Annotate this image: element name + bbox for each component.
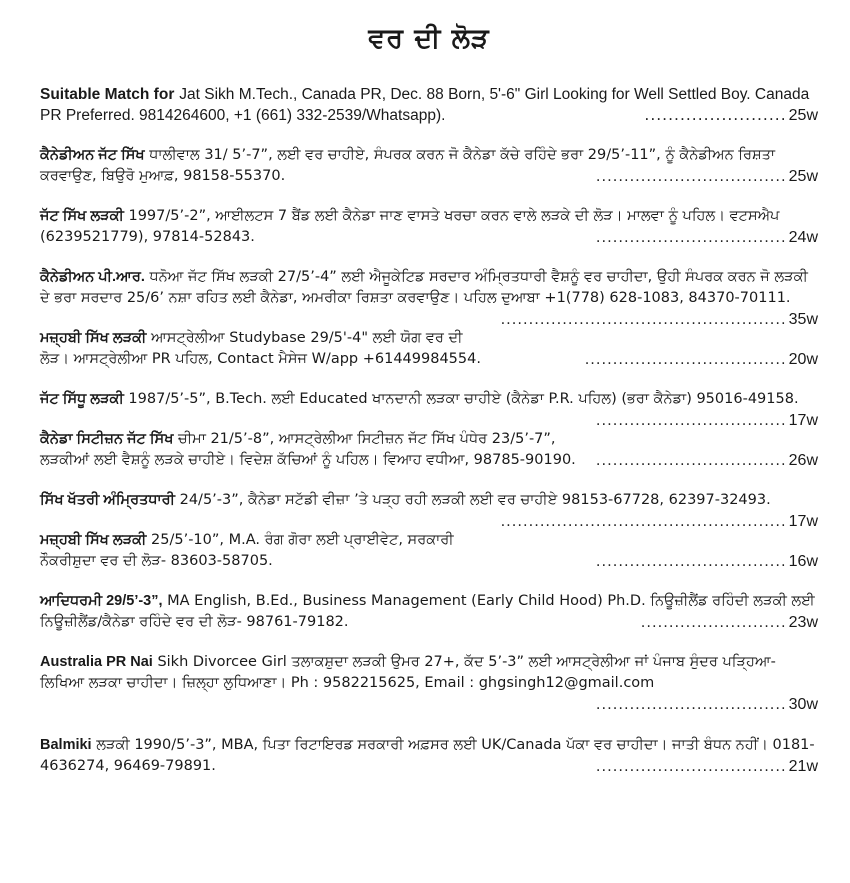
ad-body: [40, 490, 818, 530]
leader-dots: ...................................................: [500, 312, 787, 328]
ad-code: 20w: [788, 351, 818, 368]
ad-code-line: [588, 227, 818, 249]
ad-code-line: [636, 105, 818, 126]
leader-dots: ....................................: [584, 352, 787, 368]
ad-code: 21w: [788, 758, 818, 775]
page-title: ਵਰ ਦੀ ਲੋੜ: [368, 23, 490, 54]
ad-code: 23w: [788, 614, 818, 631]
ad-code: 24w: [788, 229, 818, 246]
ad-body: [40, 145, 818, 187]
ad-heading: ਜੱਟ ਸਿੱਖ ਲੜਕੀ: [40, 208, 124, 224]
ad-code-line: [588, 410, 818, 432]
ad-body: [40, 328, 818, 370]
ad-heading: Australia PR Nai: [40, 654, 153, 670]
leader-dots: ..................................: [595, 759, 787, 775]
ad-text: ਆਸਟ੍ਰੇਲੀਆ Studybase 29/5'-4" ਲਈ ਯੋਗ ਵਰ ਦੀ ਲੋੜ। ਆਸਟ੍ਰੇਲੀਆ PR ਪਹਿਲ, Contact ਮੈਸੇਜ W/app +61449984554.: [40, 330, 481, 367]
ad-code-line: [588, 551, 818, 573]
leader-dots: ........................: [644, 106, 787, 124]
ad-text: ਧਨੋਆ ਜੱਟ ਸਿੱਖ ਲੜਕੀ 27/5’-4” ਲਈ ਐਜੂਕੇਟਿਡ ਸਰਦਾਰ ਅੰਮ੍ਰਿਤਧਾਰੀ ਵੈਸ਼ਨੂੰ ਵਰ ਚਾਹੀਦਾ, ਉਹੀ ਸੰਪਰਕ ਕਰਨ ਜੋ ਲੜਕੀ ਦੇ ਭਰਾ ਸਰਦਾਰ 25/6’ ਨਸ਼ਾ ਰਹਿਤ ਲਈ ਕੈਨੇਡਾ, ਅਮਰੀਕਾ ਰਿਸ਼ਤਾ ਕਰਵਾਉਣ। ਪਹਿਲ ਦੁਆਬਾ +1(778) 628-1083, 84370-70111.: [40, 269, 808, 306]
ad-heading: ਸਿੱਖ ਖੱਤਰੀ ਅੰਮ੍ਰਿਤਧਾਰੀ: [40, 492, 175, 508]
leader-dots: ..................................: [595, 169, 787, 185]
ad-text: ਲੜਕੀ 1990/5’-3”, MBA, ਪਿਤਾ ਰਿਟਾਇਰਡ ਸਰਕਾਰੀ ਅਫ਼ਸਰ ਲਈ UK/Canada ਪੱਕਾ ਵਰ ਚਾਹੀਦਾ। ਜਾਤੀ ਬੰਧਨ ਨਹੀਂ। 0181-4636274, 96469-79891.: [40, 737, 815, 774]
ad-item: [40, 206, 818, 248]
leader-dots: ...................................................: [500, 514, 787, 530]
ad-body: [40, 84, 818, 126]
ad-heading: ਕੈਨੇਡੀਅਨ ਜੱਟ ਸਿੱਖ: [40, 147, 145, 163]
ad-heading: ਕੈਨੇਡੀਅਨ ਪੀ.ਆਰ.: [40, 269, 145, 285]
ad-item: [40, 145, 818, 187]
leader-dots: ..................................: [595, 554, 787, 570]
ad-heading: ਆਦਿਧਰਮੀ 29/5’-3”,: [40, 593, 163, 609]
ad-body: [40, 735, 818, 777]
leader-dots: ..................................: [595, 413, 787, 429]
ad-text: 25/5’-10”, M.A. ਰੰਗ ਗੋਰਾ ਲਈ ਪ੍ਰਾਈਵੇਟ, ਸਰਕਾਰੀ ਨੌਕਰੀਸ਼ੁਦਾ ਵਰ ਦੀ ਲੋੜ- 83603-58705.: [40, 532, 454, 569]
ad-item: [40, 429, 818, 471]
ad-heading: ਮਜ਼੍ਹਬੀ ਸਿੱਖ ਲੜਕੀ: [40, 532, 147, 548]
ad-text: 1997/5’-2”, ਆਈਲਟਸ 7 ਬੈਂਡ ਲਈ ਕੈਨੇਡਾ ਜਾਣ ਵਾਸਤੇ ਖਰਚਾ ਕਰਨ ਵਾਲੇ ਲੜਕੇ ਦੀ ਲੋੜ। ਮਾਲਵਾ ਨੂੰ ਪਹਿਲ। ਵਟਸਐਪ (6239521779), 97814-52843.: [40, 208, 780, 245]
ad-code: 30w: [788, 696, 818, 713]
ad-body: [40, 389, 818, 429]
ad-item: [40, 490, 818, 530]
leader-dots: ..................................: [595, 697, 787, 713]
ad-code-line: [588, 756, 818, 778]
ad-item: [40, 328, 818, 370]
ad-code: 17w: [788, 412, 818, 429]
ad-code-line: [588, 450, 818, 472]
ad-code: 16w: [788, 553, 818, 570]
ad-item: [40, 530, 818, 572]
ad-text: ਧਾਲੀਵਾਲ 31/ 5’-7”, ਲਈ ਵਰ ਚਾਹੀਏ, ਸੰਪਰਕ ਕਰਨ ਜੋ ਕੈਨੇਡਾ ਕੱਚੇ ਰਹਿੰਦੇ ਭਰਾ 29/5’-11”, ਨੂੰ ਕੈਨੇਡੀਅਨ ਰਿਸ਼ਤਾ ਕਰਵਾਉਣ, ਬਿਉਰੋ ਮੁਆਫ਼, 98158-55370.: [40, 147, 776, 184]
ad-body: [40, 429, 818, 471]
ad-heading: Suitable Match for: [40, 86, 175, 103]
ad-text: ਚੀਮਾ 21/5’-8”, ਆਸਟ੍ਰੇਲੀਆ ਸਿਟੀਜ਼ਨ ਜੱਟ ਸਿੱਖ ਪੰਧੇਰ 23/5’-7”, ਲੜਕੀਆਂ ਲਈ ਵੈਸ਼ਨੂੰ ਲੜਕੇ ਚਾਹੀਏ। ਵਿਦੇਸ਼ ਕੱਚਿਆਂ ਨੂੰ ਪਹਿਲ। ਵਿਆਹ ਵਧੀਆ, 98785-90190.: [40, 431, 576, 468]
ad-code-line: [577, 349, 818, 371]
ad-code-line: [493, 309, 818, 331]
ad-heading: Balmiki: [40, 737, 92, 753]
ad-item: [40, 267, 818, 328]
leader-dots: ..................................: [595, 453, 787, 469]
ad-code-line: [40, 694, 818, 716]
ad-code-line: [588, 166, 818, 188]
ad-item: [40, 591, 818, 633]
ad-body: [40, 206, 818, 248]
leader-dots: ..........................: [640, 615, 787, 631]
ad-heading: ਜੱਟ ਸਿੱਧੂ ਲੜਕੀ: [40, 391, 124, 407]
ad-text: 1987/5’-5”, B.Tech. ਲਈ Educated ਖਾਨਦਾਨੀ ਲੜਕਾ ਚਾਹੀਏ (ਕੈਨੇਡਾ P.R. ਪਹਿਲ) (ਭਰਾ ਕੈਨੇਡਾ) 95016-49158.: [128, 391, 799, 407]
ad-item: [40, 652, 818, 716]
ad-body: [40, 591, 818, 633]
ad-code: 25w: [788, 107, 818, 124]
ad-code: 25w: [788, 168, 818, 185]
ad-code-line: [633, 612, 818, 634]
ad-item: [40, 389, 818, 429]
ad-code: 17w: [788, 513, 818, 530]
ad-body: [40, 267, 818, 328]
leader-dots: ..................................: [595, 230, 787, 246]
ad-heading: ਕੈਨੇਡਾ ਸਿਟੀਜ਼ਨ ਜੱਟ ਸਿੱਖ: [40, 431, 174, 447]
ad-text: 24/5’-3”, ਕੈਨੇਡਾ ਸਟੱਡੀ ਵੀਜ਼ਾ ’ਤੇ ਪੜ੍ਹ ਰਹੀ ਲੜਕੀ ਲਈ ਵਰ ਚਾਹੀਏ 98153-67728, 62397-32493.: [179, 492, 771, 508]
ad-text: MA English, B.Ed., Business Management (Early Child Hood) Ph.D. ਨਿਊਜ਼ੀਲੈਂਡ ਰਹਿੰਦੀ ਲੜਕੀ ਲਈ ਨਿਊਜ਼ੀਲੈਂਡ/ਕੈਨੇਡਾ ਰਹਿੰਦੇ ਵਰ ਦੀ ਲੋੜ- 98761-79182.: [40, 593, 815, 630]
ad-body: [40, 652, 818, 694]
ad-item: [40, 84, 818, 126]
ad-text: Jat Sikh M.Tech., Canada PR, Dec. 88 Born, 5'-6" Girl Looking for Well Settled Boy. Canada PR Preferred. 9814264600, +1 (661) 332-2539/Whatsapp).: [40, 86, 810, 124]
ad-item: [40, 735, 818, 777]
ad-body: [40, 530, 818, 572]
ad-heading: ਮਜ਼੍ਹਬੀ ਸਿੱਖ ਲੜਕੀ: [40, 330, 147, 346]
ad-code: 35w: [788, 311, 818, 328]
ad-code: 26w: [788, 452, 818, 469]
ad-code-line: [493, 511, 818, 533]
ad-text: Sikh Divorcee Girl ਤਲਾਕਸ਼ੁਦਾ ਲੜਕੀ ਉਮਰ 27+, ਕੱਦ 5’-3” ਲਈ ਆਸਟ੍ਰੇਲੀਆ ਜਾਂ ਪੰਜਾਬ ਸੁੰਦਰ ਪੜ੍ਹਿਆ-ਲਿਖਿਆ ਲੜਕਾ ਚਾਹੀਦਾ। ਜ਼ਿਲ੍ਹਾ ਲੁਧਿਆਣਾ। Ph : 9582215625, Email : ghgsingh12@gmail.com: [40, 654, 776, 691]
